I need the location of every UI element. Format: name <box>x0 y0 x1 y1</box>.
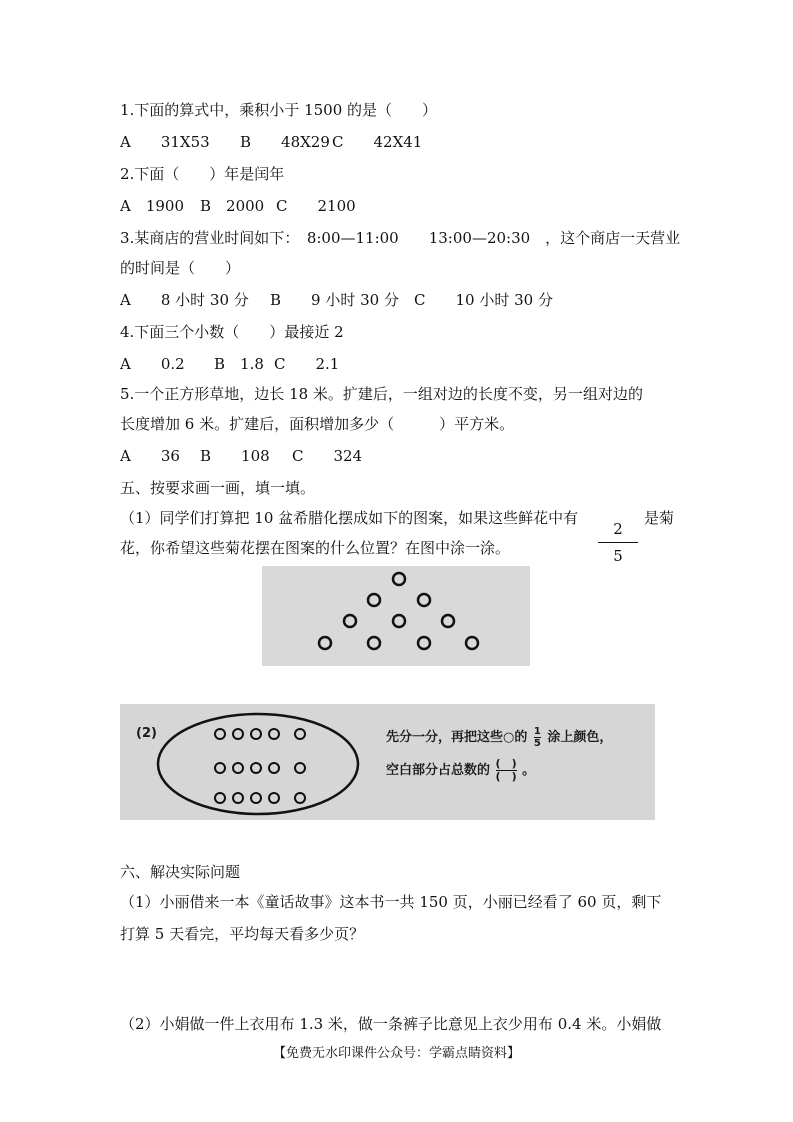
flower-circle <box>319 637 331 649</box>
part2-line2-head: 空白部分占总数的 <box>386 763 491 778</box>
flower-circle <box>393 573 405 585</box>
q3-stem-line1: 3.某商店的营业时间如下： 8:00—11:00 13:00—20:30 ，这个商店一天营业 <box>120 229 681 247</box>
flower-circle <box>466 637 478 649</box>
q5-option-b: B 108 <box>200 447 270 465</box>
small-circle <box>251 729 261 739</box>
flower-circle <box>344 615 356 627</box>
fraction-bar <box>598 542 638 543</box>
part2-line1-tail: 涂上颜色， <box>547 730 613 745</box>
q4-option-b: B 1.8 <box>214 355 264 373</box>
q5-stem-line2: 长度增加 6 米。扩建后，面积增加多少（ ）平方米。 <box>120 415 515 433</box>
part2-line1-head: 先分一分，再把这些○的 <box>386 730 528 745</box>
part2-blank-den: ( ) <box>495 770 517 783</box>
q1-option-c: C 42X41 <box>332 133 423 151</box>
fraction-denominator: 5 <box>613 547 623 565</box>
part2-period: 。 <box>522 763 536 778</box>
small-circle <box>295 729 305 739</box>
section6-p1-line2: 打算 5 天看完，平均每天看多少页？ <box>120 925 365 943</box>
flower-circle <box>393 615 405 627</box>
small-circle <box>233 793 243 803</box>
section6-p2-line1: （2）小娟做一件上衣用布 1.3 米，做一条裤子比意见上衣少用布 0.4 米。小娟做 <box>120 1015 662 1033</box>
footer-note: 【免费无水印课件公众号：学霸点睛资料】 <box>272 1046 520 1061</box>
fraction-numerator: 2 <box>613 520 623 538</box>
small-circle <box>233 763 243 773</box>
small-circle <box>269 729 279 739</box>
section5-p1-tail: 是菊 <box>644 509 675 527</box>
small-circle <box>233 729 243 739</box>
section5-p1-line2: 花，你希望这些菊花摆在图案的什么位置？在图中涂一涂。 <box>120 539 511 557</box>
section5-title: 五、按要求画一画，填一填。 <box>120 479 316 497</box>
section5-p1-line1: （1）同学们打算把 10 盆希腊化摆成如下的图案，如果这些鲜花中有 <box>120 509 579 527</box>
q2-option-b: B 2000 <box>200 197 265 215</box>
q2-options <box>120 196 356 216</box>
small-circle <box>251 763 261 773</box>
q3-option-a: A 8 小时 30 分 <box>120 291 249 309</box>
q3-option-b: B 9 小时 30 分 <box>270 291 399 309</box>
q1-options <box>120 132 422 152</box>
q3-options <box>120 290 553 310</box>
q2-stem: 2.下面（ ）年是闰年 <box>120 165 285 183</box>
ellipse-circles-picture <box>120 704 655 820</box>
part2-frac-den: 5 <box>533 738 541 749</box>
flower-circle <box>368 637 380 649</box>
small-circle <box>295 793 305 803</box>
flower-circle <box>418 594 430 606</box>
q4-stem: 4.下面三个小数（ ）最接近 2 <box>120 323 344 341</box>
part2-fraction-one-fifth <box>534 726 541 749</box>
small-circle <box>269 763 279 773</box>
small-circle <box>215 793 225 803</box>
part2-label: (2) <box>136 726 157 741</box>
small-circle <box>251 793 261 803</box>
small-circle <box>269 793 279 803</box>
flower-triangle-svg <box>262 566 530 666</box>
flower-circle <box>442 615 454 627</box>
fraction-two-fifths <box>598 520 638 567</box>
q3-stem-line2: 的时间是（ ） <box>120 259 241 277</box>
part2-line1 <box>386 726 612 749</box>
part2-frac-num: 1 <box>533 726 541 737</box>
small-circle <box>215 763 225 773</box>
part2-line2 <box>386 758 535 783</box>
q5-option-c: C 324 <box>292 447 363 465</box>
q5-options <box>120 446 362 466</box>
q5-option-a: A 36 <box>120 447 180 465</box>
section6-p1-line1: （1）小丽借来一本《童话故事》这本书一共 150 页，小丽已经看了 60 页，剩下 <box>120 893 662 911</box>
q4-option-c: C 2.1 <box>274 355 340 373</box>
q2-option-a: A 1900 <box>120 197 185 215</box>
q1-stem: 1.下面的算式中，乘积小于 1500 的是（ ） <box>120 101 438 119</box>
q1-option-b: B 48X29 <box>240 133 330 151</box>
q1-option-a: A 31X53 <box>120 133 210 151</box>
flower-circle <box>418 637 430 649</box>
small-circle <box>295 763 305 773</box>
q2-option-c: C 2100 <box>276 197 356 215</box>
section6-title: 六、解决实际问题 <box>120 863 241 881</box>
flower-circle <box>368 594 380 606</box>
q5-stem-line1: 5.一个正方形草地，边长 18 米。扩建后，一组对边的长度不变，另一组对边的 <box>120 385 643 403</box>
part2-blank-num: ( ) <box>495 757 517 770</box>
part2-blank-fraction <box>496 758 517 783</box>
small-circle <box>215 729 225 739</box>
q4-options <box>120 354 339 374</box>
q4-option-a: A 0.2 <box>120 355 185 373</box>
flower-triangle-picture <box>262 566 530 666</box>
q3-option-c: C 10 小时 30 分 <box>414 291 553 309</box>
